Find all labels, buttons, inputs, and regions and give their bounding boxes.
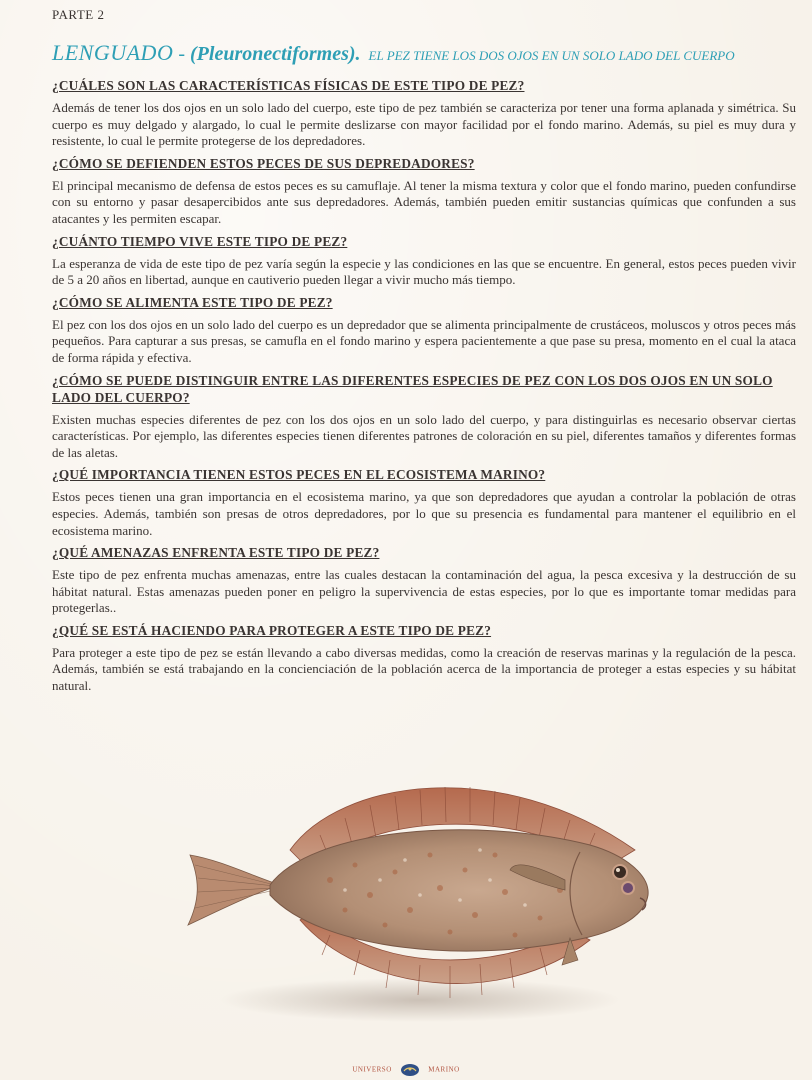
section-heading: ¿CÓMO SE ALIMENTA ESTE TIPO DE PEZ? <box>52 294 333 310</box>
page-title <box>52 40 797 66</box>
section-body: El principal mecanismo de defensa de estos peces es su camuflaje. Al tener la misma textura y color que el fondo marino, pueden confundirse con su entorno y pasar desapercibidos ante sus depredadores. Además, también pueden emitir sustancias químicas que confunden a sus atacantes y les permiten escapar. <box>52 177 796 226</box>
section-body: Estos peces tienen una gran importancia en el ecosistema marino, ya que son depredadores que ayudan a controlar la población de otras especies. Además, también son presas de otros depredadores, por lo que su presencia es fundamental para mantener el equilibrio en el ecosistema marino. <box>52 489 796 538</box>
section-protection <box>52 622 796 695</box>
section-body: Además de tener los dos ojos en un solo lado del cuerpo, este tipo de pez también se caracteriza por tener una forma aplanada y simétrica. Su cuerpo es muy delgado y alargado, lo cual le permite deslizarse con mayor facilidad por el fondo marino. Además, su piel es muy dura y resistente, lo cual le permite protegerse de los depredadores. <box>52 100 796 149</box>
flounder-illustration <box>170 760 660 1030</box>
title-scientific: (Pleuronectiformes). <box>190 43 361 65</box>
section-threats <box>52 544 796 617</box>
part-label: PARTE 2 <box>52 7 105 22</box>
section-physical <box>52 77 796 150</box>
section-heading: ¿CÓMO SE DEFIENDEN ESTOS PECES DE SUS DEPREDADORES? <box>52 155 475 171</box>
section-heading: ¿CUÁLES SON LAS CARACTERÍSTICAS FÍSICAS DE ESTE TIPO DE PEZ? <box>52 78 525 93</box>
section-body: La esperanza de vida de este tipo de pez varía según la especie y las condiciones en las que se encuentre. En general, estos peces pueden vivir de 5 a 20 años en libertad, aunque en cautiverio pueden llegar a vivir mucho más tiempo. <box>52 255 796 288</box>
footer-branding <box>0 1063 812 1077</box>
section-body: Para proteger a este tipo de pez se están llevando a cabo diversas medidas, como la creación de reservas marinas y la regulación de la pesca. Además, también se está trabajando en la concienciación de la población acerca de la importancia de proteger a estas especies y su hábitat natural. <box>52 644 796 694</box>
section-lifespan <box>52 233 796 289</box>
section-heading: ¿QUÉ AMENAZAS ENFRENTA ESTE TIPO DE PEZ? <box>52 545 380 561</box>
title-subtitle: EL PEZ TIENE LOS DOS OJOS EN UN SOLO LADO DEL CUERPO <box>368 48 735 63</box>
section-heading: ¿QUÉ SE ESTÁ HACIENDO PARA PROTEGER A ESTE TIPO DE PEZ? <box>52 622 492 638</box>
universo-marino-logo-icon <box>400 1063 420 1077</box>
section-importance <box>52 466 796 539</box>
article-content <box>52 77 796 700</box>
section-heading: ¿CÓMO SE PUEDE DISTINGUIR ENTRE LAS DIFERENTES ESPECIES DE PEZ CON LOS DOS OJOS EN UN SOLO LADO DEL CUERPO? <box>52 372 773 405</box>
section-body: El pez con los dos ojos en un solo lado del cuerpo es un depredador que se alimenta principalmente de crustáceos, moluscos y otros peces más pequeños. Para capturar a sus presas, se camufla en el fondo marino y espera pacientemente a que pase su presa, momento en el cual la ataca de forma rápida y efectiva. <box>52 316 796 365</box>
section-defense <box>52 155 796 228</box>
section-body: Existen muchas especies diferentes de pez con los dos ojos en un solo lado del cuerpo, y para distinguirlas es necesario observar ciertas características. Por ejemplo, las diferentes especies tienen diferentes patrones de coloración en su piel, diferentes tamaños y diferentes formas de las aletas. <box>52 411 796 460</box>
title-separator: - <box>173 43 191 65</box>
section-heading: ¿QUÉ IMPORTANCIA TIENEN ESTOS PECES EN EL ECOSISTEMA MARINO? <box>52 467 546 483</box>
section-species <box>52 372 796 462</box>
section-heading: ¿CUÁNTO TIEMPO VIVE ESTE TIPO DE PEZ? <box>52 233 348 249</box>
footer-right-text: MARINO <box>428 1065 460 1074</box>
title-name: LENGUADO <box>52 40 174 65</box>
section-feeding <box>52 294 796 367</box>
footer-left-text: UNIVERSO <box>352 1065 392 1074</box>
section-body: Este tipo de pez enfrenta muchas amenazas, entre las cuales destacan la contaminación del agua, la pesca excesiva y la destrucción de su hábitat natural. Estas amenazas pueden poner en peligro la supervivencia de estas especies, por lo que es importante tomar medidas para protegerlas.. <box>52 567 796 616</box>
